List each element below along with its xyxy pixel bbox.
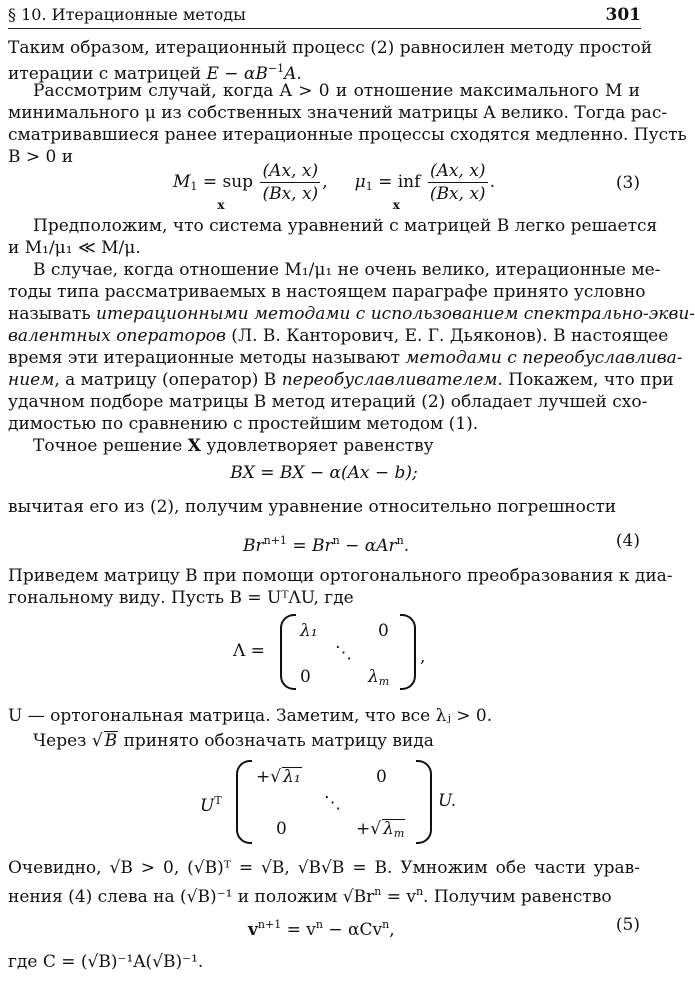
text-line: минимального μ из собственных значений матрицы A велико. Тогда рас- bbox=[8, 103, 668, 123]
text-line: гональному виду. Пусть B = UᵀΛU, где bbox=[8, 588, 354, 608]
text-line: Приведем матрицу B при помощи ортогонального преобразования к диа- bbox=[8, 566, 673, 586]
text-line: Точное решение X удовлетворяет равенству bbox=[33, 436, 434, 456]
text-line: B > 0 и bbox=[8, 147, 74, 167]
text-line: валентных операторов (Л. В. Канторович, Е. Г. Дьяконов). В настоящее bbox=[8, 326, 669, 346]
text-line: где C = (√B)⁻¹A(√B)⁻¹. bbox=[8, 952, 204, 972]
text-line: сматривавшиеся ранее итерационные процессы сходятся медленно. Пусть bbox=[8, 125, 687, 145]
text-line: Через √ B принято обозначать матрицу вида bbox=[33, 731, 434, 751]
text-line: нием, а матрицу (оператор) B переобуславливателем. Покажем, что при bbox=[8, 370, 674, 390]
equation-5: $v^{n+1} = v^n - \alpha Cv^n$, (5) bbox=[248, 915, 640, 940]
text-line: тоды типа рассматриваемых в настоящем параграфе принято условно bbox=[8, 282, 646, 302]
text-line: удачном подборе матрицы B метод итераций (2) обладает лучшей схо- bbox=[8, 392, 648, 412]
equation-3: $M_1$ = sup x $\frac{(Ax, x)}{(Bx, x)}$ , $\mu_1$ = inf x $\frac{(Ax, x)}{(Bx, x)}$ . (3) bbox=[173, 161, 640, 212]
text-line: В случае, когда отношение M₁/μ₁ не очень велико, итерационные ме- bbox=[33, 260, 661, 280]
text-line: Очевидно, √B > 0, (√B)ᵀ = √B, √B√B = B. Умножим обе части урав- bbox=[8, 858, 640, 878]
equation-4: $Br^{n+1} = Br^n - \alpha Ar^n$. (4) bbox=[243, 531, 640, 556]
text-line: время эти итерационные методы называют методами с переобуславлива- bbox=[8, 348, 683, 368]
equation-exact: BX = BX − α(Ax − b); bbox=[230, 463, 418, 483]
running-header bbox=[8, 2, 641, 29]
matrix-lambda: Λ = λ₁ 0 ⋱ 0 $\lambda_m$ , bbox=[8, 612, 640, 692]
text-line: итерации с матрицей $E - \alpha B^{-1}A$. bbox=[8, 62, 302, 84]
text-line: и M₁/μ₁ ≪ M/μ. bbox=[8, 238, 141, 258]
equation-number: (5) bbox=[615, 915, 640, 935]
text-line: Рассмотрим случай, когда A > 0 и отношение максимального M и bbox=[33, 81, 640, 101]
text-line: вычитая его из (2), получим уравнение относительно погрешности bbox=[8, 497, 617, 517]
page-number: 301 bbox=[605, 5, 641, 25]
text-line: U — ортогональная матрица. Заметим, что все λⱼ > 0. bbox=[8, 706, 493, 726]
text-line: нения (4) слева на (√B)⁻¹ и положим $√Br^n = v^n$. Получим равенство bbox=[8, 885, 612, 907]
matrix-sqrt: $U^T$ +√ λ₁ 0 ⋱ 0 +√ $\lambda_m$ U. bbox=[8, 758, 640, 846]
text-line: Предположим, что система уравнений с матрицей B легко решается bbox=[33, 216, 658, 236]
equation-number: (4) bbox=[615, 531, 640, 551]
equation-number: (3) bbox=[615, 173, 640, 193]
text-line: Таким образом, итерационный процесс (2) равносилен методу простой bbox=[8, 38, 653, 58]
section-title: § 10. Итерационные методы bbox=[8, 5, 246, 24]
text-line: называть итерационными методами с использованием спектрально-экви- bbox=[8, 304, 695, 324]
text-line: димостью по сравнению с простейшим методом (1). bbox=[8, 414, 479, 434]
